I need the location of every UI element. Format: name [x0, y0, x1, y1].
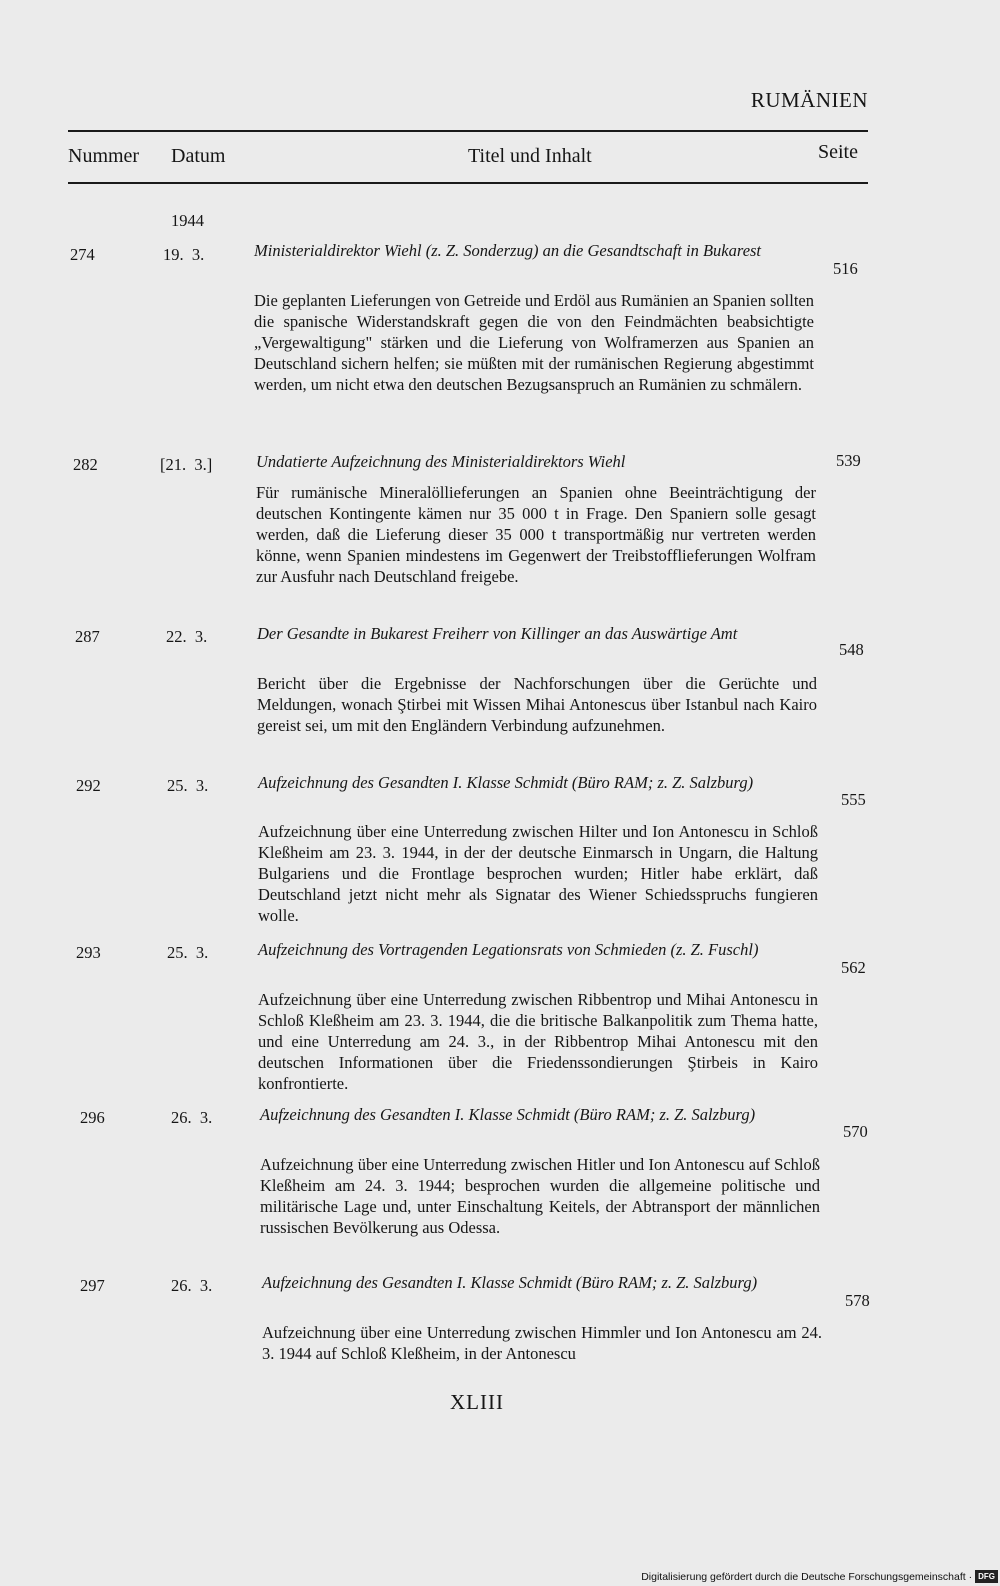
entry-number: 274 [70, 245, 95, 264]
entry-title: Aufzeichnung des Gesandten I. Klasse Schmidt (Büro RAM; z. Z. Salzburg) [258, 773, 754, 792]
entry-page: 548 [839, 640, 864, 659]
entry-summary: Für rumänische Mineralöllieferungen an Spanien ohne Beeinträchtigung der deutschen Kontingente kämen nur 35 000 t in Frage. Den Spaniern solle gesagt werden, daß die Lieferung dieser 35 000 t transportmäßig nur vertreten werden könne, wenn Spanien mindestens im Gegenwert der Treibstofflieferungen Wolfram zur Ausfuhr nach Deutschland freigebe. [256, 483, 816, 586]
column-header-title: Titel und Inhalt [468, 145, 592, 167]
dfg-logo-icon: DFG [975, 1570, 998, 1583]
entry-title: Aufzeichnung des Gesandten I. Klasse Schmidt (Büro RAM; z. Z. Salzburg) [262, 1273, 758, 1292]
digitization-footer [641, 1570, 998, 1583]
running-head: RUMÄNIEN [750, 88, 868, 112]
entry-title: Undatierte Aufzeichnung des Ministerialdirektors Wiehl [256, 452, 626, 471]
entry-summary: Bericht über die Ergebnisse der Nachforschungen über die Gerüchte und Meldungen, wonach Ştirbei mit Wissen Mihai Antonescus über Istanbul nach Kairo gereist sei, um mit den Engländern Verbindung aufzunehmen. [257, 674, 817, 735]
entry-summary: Aufzeichnung über eine Unterredung zwischen Hitler und Ion Antonescu auf Schloß Kleßheim am 24. 3. 1944; besprochen wurden die allgemeine politische und militärische Lage und, unter Einschaltung Keitels, der Abtransport der männlichen russischen Bevölkerung aus Odessa. [260, 1155, 820, 1237]
entry-title: Der Gesandte in Bukarest Freiherr von Killinger an das Auswärtige Amt [257, 624, 738, 643]
entry-page: 578 [845, 1291, 870, 1310]
entry-summary: Aufzeichnung über eine Unterredung zwischen Himmler und Ion Antonescu am 24. 3. 1944 auf Schloß Kleßheim, in der Antonescu [262, 1323, 822, 1363]
entry-summary: Die geplanten Lieferungen von Getreide und Erdöl aus Rumänien an Spanien sollten die spanische Widerstandskraft gegen die von den Feindmächten beabsichtigte „Vergewaltigung" stärken und die Lieferung von Wolframerzen aus Spanien an Deutschland sichern helfen; sie müßten mit der rumänischen Regierung abgestimmt werden, um nicht etwa den deutschen Bezugsanspruch an Rumänien zu schmälern. [254, 291, 814, 394]
footer-text: Digitalisierung gefördert durch die Deutsche Forschungsgemeinschaft · [641, 1570, 973, 1583]
entry-title: Aufzeichnung des Vortragenden Legationsrats von Schmieden (z. Z. Fuschl) [258, 940, 759, 959]
entry-title: Aufzeichnung des Gesandten I. Klasse Schmidt (Büro RAM; z. Z. Salzburg) [260, 1105, 756, 1124]
entry-date: [21. 3.] [160, 455, 213, 474]
year-label: 1944 [171, 211, 204, 230]
entry-page: 555 [841, 790, 866, 809]
entry-number: 287 [75, 627, 100, 646]
entry-date: 26. 3. [171, 1276, 213, 1295]
entry-page: 562 [841, 958, 866, 977]
entry-number: 293 [76, 943, 101, 962]
entry-date: 25. 3. [167, 943, 209, 962]
entry-page: 516 [833, 259, 858, 278]
entry-summary: Aufzeichnung über eine Unterredung zwischen Ribbentrop und Mihai Antonescu in Schloß Kleßheim am 23. 3. 1944, die die britische Balkanpolitik zum Thema hatte, und eine Unterredung am 24. 3., in der Ribbentrop Mihai Antonescu mit den deutschen Informationen über die Friedenssondierungen Ştirbeis in Kairo konfrontierte. [258, 990, 818, 1093]
entry-number: 292 [76, 776, 101, 795]
entry-number: 297 [80, 1276, 105, 1295]
entry-date: 25. 3. [167, 776, 209, 795]
column-header-number: Nummer [68, 145, 140, 167]
entry-page: 539 [836, 451, 861, 470]
page-folio: XLIII [450, 1390, 504, 1414]
header-bottom-rule [68, 182, 868, 184]
entry-date: 19. 3. [163, 245, 205, 264]
entry-date: 26. 3. [171, 1108, 213, 1127]
entry-title: Ministerialdirektor Wiehl (z. Z. Sonderzug) an die Gesandtschaft in Bukarest [254, 241, 762, 260]
entry-number: 296 [80, 1108, 105, 1127]
entry-date: 22. 3. [166, 627, 208, 646]
entry-page: 570 [843, 1122, 868, 1141]
entry-number: 282 [73, 455, 98, 474]
header-top-rule [68, 130, 868, 132]
entry-summary: Aufzeichnung über eine Unterredung zwischen Hilter und Ion Antonescu in Schloß Kleßheim am 23. 3. 1944, in der der deutsche Einmarsch in Ungarn, die Haltung Bulgariens und die Frontlage besprochen wurden; Hitler habe erklärt, daß Deutschland jetzt nicht mehr als Signatar des Wiener Schiedsspruchs fungieren wolle. [258, 822, 818, 925]
column-header-page: Seite [818, 141, 858, 163]
column-header-date: Datum [171, 145, 226, 167]
